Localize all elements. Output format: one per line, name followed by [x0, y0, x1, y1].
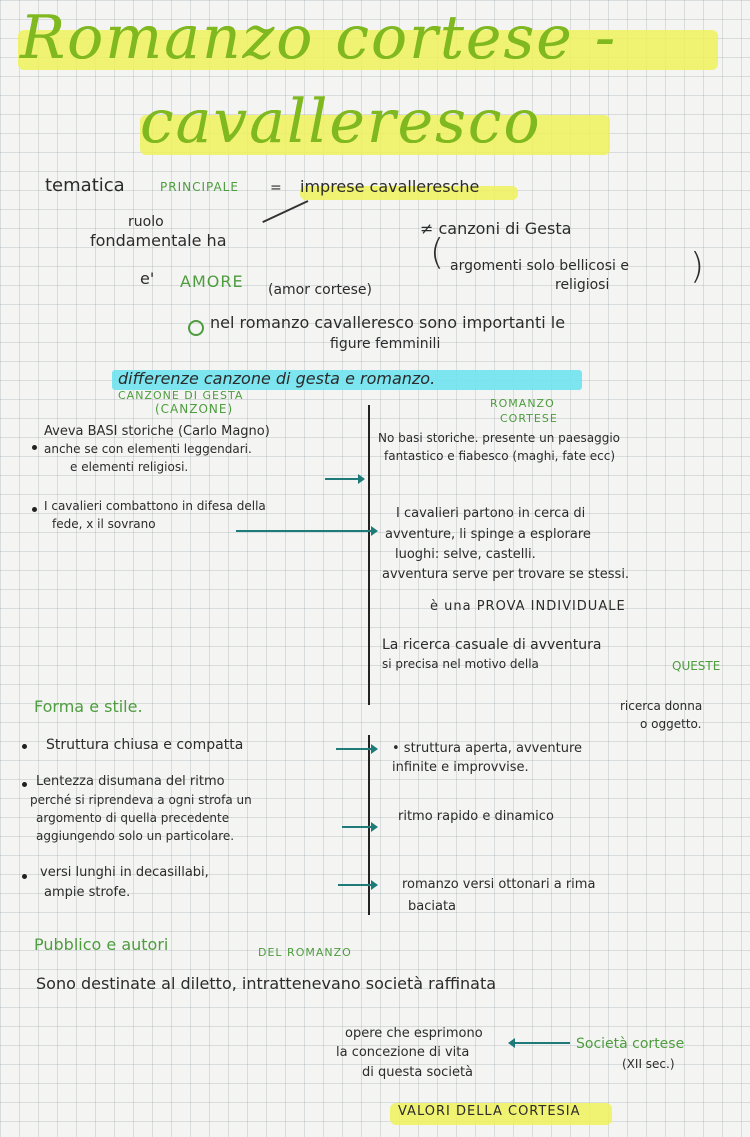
tematica-label: tematica [45, 175, 125, 196]
arrow [342, 826, 376, 828]
forma-right2: ritmo rapido e dinamico [398, 809, 554, 824]
opere-line3: di questa società [362, 1065, 474, 1080]
ricerca-line1: La ricerca casuale di avventura [382, 637, 602, 653]
ricerca-line2: si precisa nel motivo della [382, 657, 539, 671]
arrow [236, 530, 376, 532]
forma-right1-line2: infinite e improvvise. [392, 760, 529, 775]
right2-line3: luoghi: selve, castelli. [395, 547, 536, 562]
fondamentale-text: fondamentale ha [90, 231, 227, 250]
arrow [325, 478, 363, 480]
pubblico-heading-b: DEL ROMANZO [258, 946, 352, 959]
opere-line2: la concezione di vita [336, 1045, 470, 1060]
imprese-text: imprese cavalleresche [300, 177, 480, 196]
page-title-line2: cavalleresco [140, 87, 542, 157]
pubblico-line: Sono destinate al diletto, intrattenevano società raffinata [36, 974, 497, 993]
left1-line2: anche se con elementi leggendari. [44, 442, 252, 456]
col-left-title: CANZONE DI GESTA [118, 389, 244, 402]
forma-left2-line1: Lentezza disumana del ritmo [36, 774, 225, 789]
nel-romanzo: nel romanzo cavalleresco sono importanti le [210, 313, 566, 332]
left1-line3: e elementi religiosi. [70, 460, 189, 474]
connector-line [262, 200, 308, 223]
arrow [336, 748, 376, 750]
forma-left3-line2: ampie strofe. [44, 885, 131, 900]
column-divider-top [368, 405, 370, 705]
right2-line2: avventure, li spinge a esplorare [385, 527, 591, 542]
arrow [338, 884, 376, 886]
amore-text: AMORE [180, 272, 244, 291]
principale-label: PRINCIPALE [160, 180, 239, 194]
arrow [510, 1042, 570, 1044]
ricerca-donna: ricerca donna [620, 699, 703, 713]
bullet [32, 445, 37, 450]
forma-left3-line1: versi lunghi in decasillabi, [40, 865, 209, 880]
societa-cortese: Società cortese [576, 1036, 685, 1052]
paren-open: ( [430, 232, 445, 273]
equals-sign: = [270, 180, 282, 196]
circle-bullet [188, 320, 204, 336]
queste-text: QUESTE [672, 659, 721, 673]
religiosi-text: religiosi [555, 277, 610, 293]
col-left-sub: (CANZONE) [155, 402, 234, 416]
page-title-line1: Romanzo cortese - [20, 3, 618, 73]
figure-femminili: figure femminili [330, 336, 441, 352]
amor-cortese: (amor cortese) [268, 282, 372, 298]
bullet [22, 874, 27, 879]
forma-left2-line3: argomento di quella precedente [36, 811, 230, 825]
right1-line2: fantastico e fiabesco (maghi, fate ecc) [384, 449, 616, 463]
forma-left2-line2: perché si riprendeva a ogni strofa un [30, 793, 252, 807]
opere-line1: opere che esprimono [345, 1026, 483, 1041]
col-right-title: ROMANZO [490, 397, 555, 410]
forma-heading: Forma e stile. [34, 697, 143, 716]
forma-right1-line1: • struttura aperta, avventure [392, 741, 583, 756]
bullet [32, 507, 37, 512]
forma-left1: Struttura chiusa e compatta [46, 737, 244, 753]
right2-line1: I cavalieri partono in cerca di [396, 506, 586, 521]
pubblico-heading: Pubblico e autori [34, 935, 169, 954]
valori-text: VALORI DELLA CORTESIA [398, 1104, 581, 1119]
col-right-sub: CORTESE [500, 412, 558, 425]
forma-right3-line1: romanzo versi ottonari a rima [402, 877, 596, 892]
paren-close: ) [690, 246, 705, 287]
column-divider-bottom [368, 735, 370, 915]
bullet [22, 744, 27, 749]
forma-right3-line2: baciata [408, 899, 457, 914]
right2-line4: avventura serve per trovare se stessi. [382, 567, 630, 582]
prova-text: è una PROVA INDIVIDUALE [430, 599, 626, 614]
left2-line1: I cavalieri combattono in difesa della [44, 499, 266, 513]
oggetto-text: o oggetto. [640, 717, 702, 731]
right1-line1: No basi storiche. presente un paesaggio [378, 431, 620, 445]
neq-canzoni: ≠ canzoni di Gesta [420, 219, 572, 238]
secolo-text: (XII sec.) [622, 1057, 675, 1071]
differenze-heading: differenze canzone di gesta e romanzo. [118, 369, 436, 388]
bullet [22, 782, 27, 787]
left1-line1: Aveva BASI storiche (Carlo Magno) [44, 424, 270, 439]
left2-line2: fede, x il sovrano [52, 517, 156, 531]
argomenti-text: argomenti solo bellicosi e [450, 258, 629, 274]
e-amore: e' [140, 269, 155, 288]
ruolo-text: ruolo [128, 214, 164, 230]
forma-left2-line4: aggiungendo solo un particolare. [36, 829, 235, 843]
